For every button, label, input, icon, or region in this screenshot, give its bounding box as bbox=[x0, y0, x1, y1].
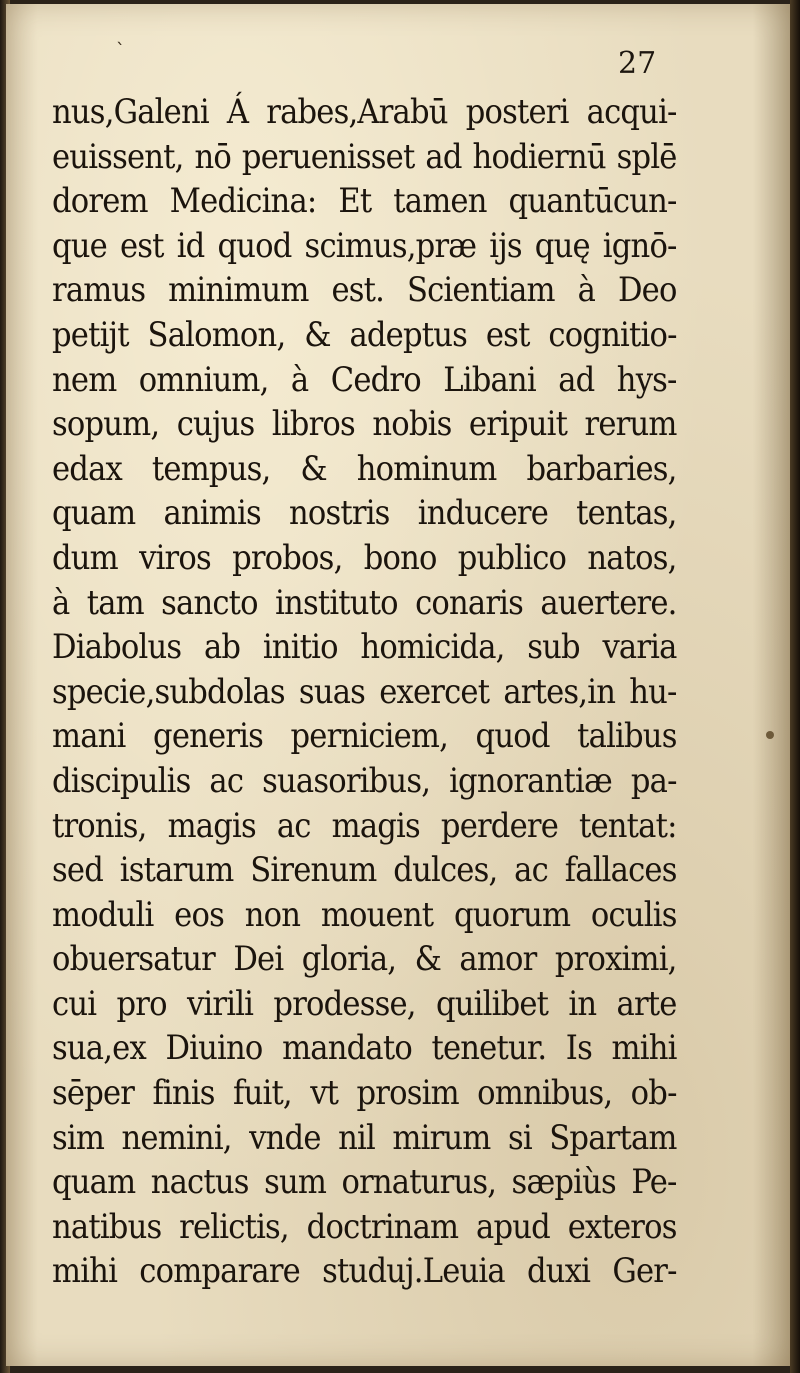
printer-mark: ` bbox=[116, 40, 125, 61]
paper-speck bbox=[766, 731, 774, 739]
text-line: ramus minimum est. Scientiam à Deo bbox=[52, 270, 677, 311]
text-line: cui pro virili prodesse, quilibet in arte bbox=[52, 983, 677, 1024]
text-line: nus,Galeni Á rabes,Arabū posteri acqui- bbox=[52, 92, 677, 132]
text-line: sopum, cujus libros nobis eripuit rerum bbox=[52, 404, 677, 445]
text-line: dum viros probos, bono publico natos, bbox=[52, 537, 677, 578]
text-line: à tam sancto instituto conaris auertere. bbox=[52, 582, 677, 623]
text-line: que est id quod scimus,præ ijs quę ignō- bbox=[52, 225, 677, 266]
text-line: mihi comparare studuj.Leuia duxi Ger- bbox=[52, 1251, 677, 1292]
text-line: sim nemini, vnde nil mirum si Spartam bbox=[52, 1117, 677, 1158]
text-line: euissent, nō peruenisset ad hodiernū splē bbox=[52, 136, 677, 177]
body-text bbox=[52, 90, 677, 1294]
text-line: dorem Medicina: Et tamen quantūcun- bbox=[52, 181, 677, 222]
text-line: sēper finis fuit, vt prosim omnibus, ob- bbox=[52, 1073, 677, 1114]
text-line: specie,subdolas suas exercet artes,in hu- bbox=[52, 671, 677, 712]
book-page bbox=[6, 4, 792, 1366]
text-line: mani generis perniciem, quod talibus bbox=[52, 716, 677, 757]
text-line: natibus relictis, doctrinam apud exteros bbox=[52, 1206, 677, 1247]
text-line: quam animis nostris inducere tentas, bbox=[52, 493, 677, 534]
text-line: tronis, magis ac magis perdere tentat: bbox=[52, 805, 677, 846]
text-line: moduli eos non mouent quorum oculis bbox=[52, 894, 677, 935]
text-line: discipulis ac suasoribus, ignorantiæ pa- bbox=[52, 760, 677, 801]
text-line: Diabolus ab initio homicida, sub varia bbox=[52, 627, 677, 668]
book-edge bbox=[790, 0, 800, 1373]
text-line: quam nactus sum ornaturus, sæpiùs Pe- bbox=[52, 1162, 677, 1203]
page-number: 27 bbox=[618, 46, 657, 81]
text-line: edax tempus, & hominum barbaries, bbox=[52, 448, 677, 489]
text-line: sed istarum Sirenum dulces, ac fallaces bbox=[52, 850, 677, 891]
text-line: sua,ex Diuino mandato tenetur. Is mihi bbox=[52, 1028, 677, 1069]
text-line: obuersatur Dei gloria, & amor proximi, bbox=[52, 939, 677, 980]
text-line: nem omnium, à Cedro Libani ad hys- bbox=[52, 359, 677, 400]
text-line: petijt Salomon, & adeptus est cognitio- bbox=[52, 314, 677, 355]
